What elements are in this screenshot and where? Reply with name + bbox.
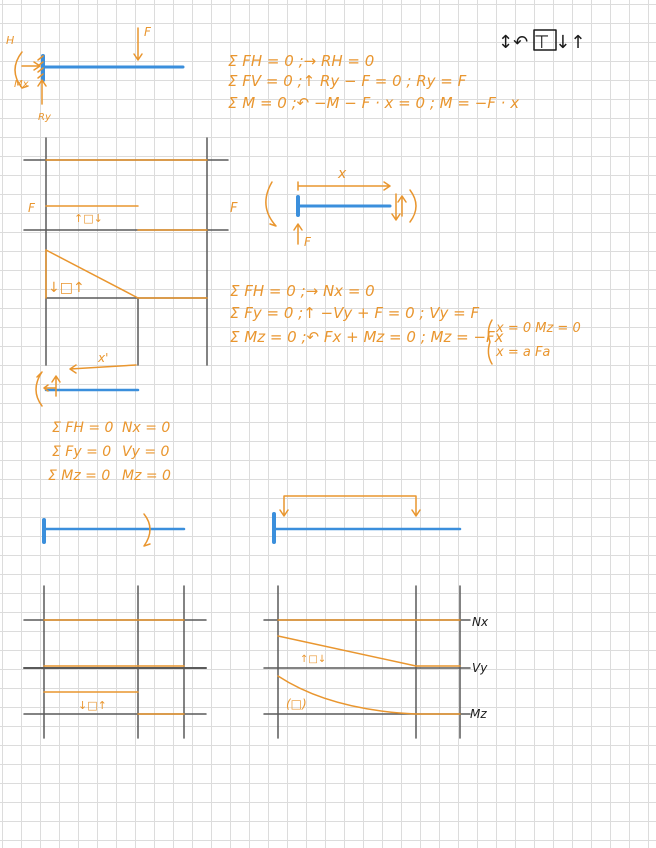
d4-moment-sign-icon: (□) xyxy=(286,697,307,711)
equation-3-3-res: Mz = 0 xyxy=(122,468,171,484)
right-end-arrows-icon xyxy=(392,190,416,222)
equation-1-3: Σ M = 0 ;↶ −M − F · x = 0 ; M = −F · x xyxy=(228,94,520,112)
label-f: F xyxy=(28,201,35,215)
label-f-left: F xyxy=(230,201,238,216)
equations-block-1 xyxy=(228,52,519,112)
label-x: x xyxy=(338,166,347,182)
moment-sign-icon: ↓□↑ xyxy=(48,280,85,296)
load-arrow-icon xyxy=(134,28,142,60)
equations-block-2 xyxy=(230,282,581,364)
label-f-bottom: F xyxy=(304,235,311,249)
label-nx: Nx xyxy=(472,615,489,629)
label-h: H xyxy=(6,34,15,47)
shear-sign-icon: ↑□↓ xyxy=(74,212,103,225)
top-free-body xyxy=(6,25,183,123)
label-v: Ry xyxy=(38,112,51,123)
section-cut-free-body xyxy=(230,166,416,249)
d4-shear-sign-icon: ↑□↓ xyxy=(300,654,327,665)
label-force: F xyxy=(144,25,151,39)
vertical-reaction-arrow-icon xyxy=(38,80,46,104)
equation-3-1-eq: Σ FH = 0 xyxy=(52,420,114,436)
sign-convention-legend xyxy=(498,30,585,53)
internal-force-diagram-3 xyxy=(24,586,206,738)
equation-3-3-eq: Σ Mz = 0 xyxy=(48,468,111,484)
equation-3-2-eq: Σ Fy = 0 xyxy=(52,444,112,460)
boundary-value-1: x = 0 Mz = 0 xyxy=(496,321,581,336)
beam-3 xyxy=(44,514,184,546)
equations-block-3 xyxy=(48,420,171,484)
label-x-prime: x' xyxy=(98,351,109,365)
cut-shear-arrow-icon xyxy=(44,376,60,396)
horizontal-reaction-arrow-icon xyxy=(22,62,40,70)
boundary-value-2: x = a Fa xyxy=(496,345,551,360)
beam-4-moment-bracket-icon xyxy=(280,496,420,516)
equation-2-3: Σ Mz = 0 ;↶ Fx + Mz = 0 ; Mz = −Fx xyxy=(230,328,504,346)
x-dimension-arrow-icon xyxy=(298,182,390,190)
internal-force-diagram-1 xyxy=(24,138,228,406)
x-prime-arrow-icon xyxy=(70,365,136,373)
section-moment-arrow-icon xyxy=(266,182,276,226)
beam-4 xyxy=(274,496,460,542)
d3-sign-icon: ↓□↑ xyxy=(78,699,107,712)
fixed-support-hatch-icon xyxy=(38,56,43,80)
label-vy: Vy xyxy=(472,661,488,675)
section-reaction-arrow-icon xyxy=(294,224,302,244)
d4-vy-slope-line xyxy=(278,636,416,666)
internal-force-diagram-4 xyxy=(264,586,489,738)
label-m: Mx xyxy=(14,79,29,90)
equation-3-1-res: Nx = 0 xyxy=(122,420,171,436)
equation-2-2: Σ Fy = 0 ;↑ −Vy + F = 0 ; Vy = F xyxy=(230,304,480,322)
cut-moment-arrow-icon xyxy=(36,372,42,406)
legend-symbols: ↕↶ ⊤ ↓↑ xyxy=(498,32,586,53)
label-mz: Mz xyxy=(470,707,487,721)
equation-2-1: Σ FH = 0 ;→ Nx = 0 xyxy=(230,282,375,300)
equation-3-2-res: Vy = 0 xyxy=(122,444,170,460)
equation-1-2: Σ FV = 0 ;↑ Ry − F = 0 ; Ry = F xyxy=(228,72,467,90)
equation-1-1: Σ FH = 0 ;→ RH = 0 xyxy=(228,52,375,70)
